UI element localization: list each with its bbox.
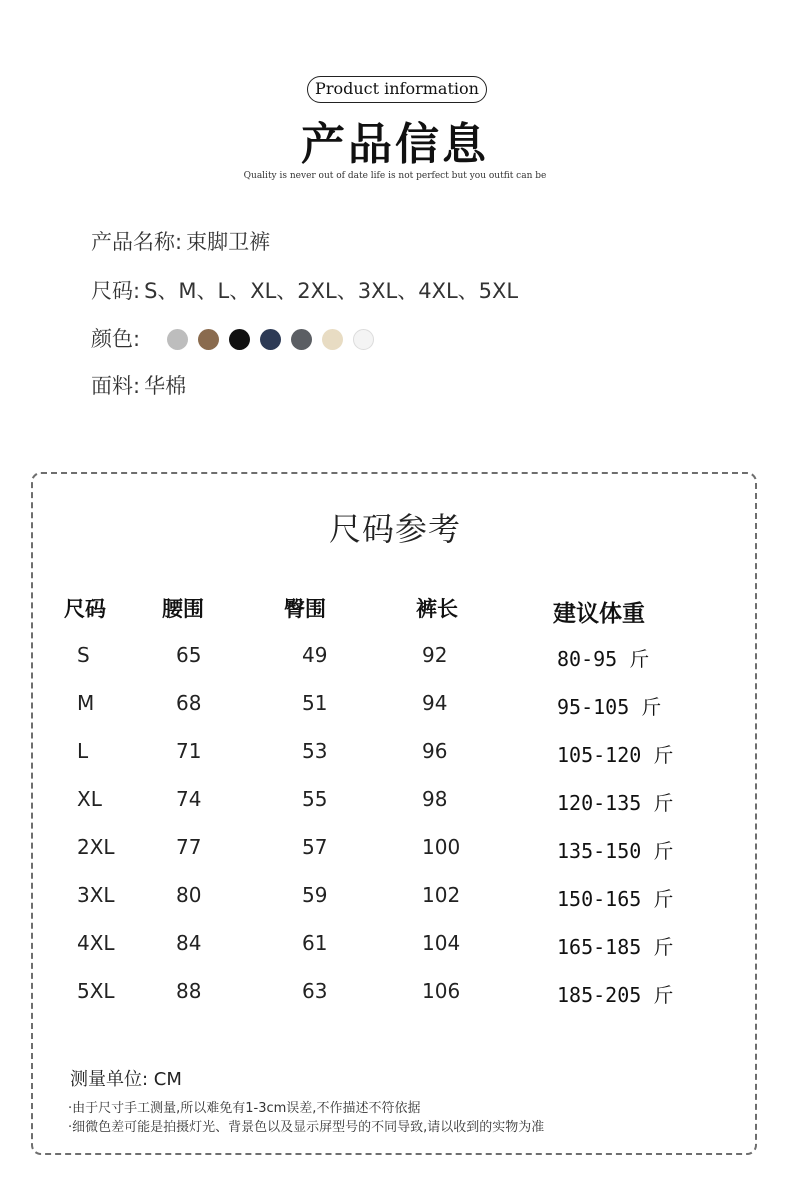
cell-weight: 150-165 斤 bbox=[557, 887, 674, 911]
fabric-line bbox=[91, 370, 186, 400]
cell-waist: 80 bbox=[176, 883, 202, 907]
cell-length: 102 bbox=[422, 883, 461, 907]
product-information-pill: Product information bbox=[307, 76, 487, 103]
cell-size: M bbox=[77, 691, 95, 715]
cell-waist: 65 bbox=[176, 643, 202, 667]
size-line bbox=[91, 275, 518, 305]
cell-waist: 77 bbox=[176, 835, 202, 859]
cell-size: 4XL bbox=[77, 931, 115, 955]
cell-length: 94 bbox=[422, 691, 448, 715]
cell-size: L bbox=[77, 739, 89, 763]
tagline: Quality is never out of date life is not perfect but you outfit can be bbox=[243, 171, 547, 181]
color-line bbox=[91, 323, 144, 353]
fabric-value: 华棉 bbox=[144, 374, 187, 398]
header-hip: 臀围 bbox=[284, 597, 326, 621]
color-swatch-brown bbox=[198, 329, 219, 350]
cell-waist: 74 bbox=[176, 787, 202, 811]
product-name-value: 束脚卫裤 bbox=[186, 230, 271, 254]
color-swatch-beige bbox=[322, 329, 343, 350]
product-name-line bbox=[91, 226, 270, 256]
cell-weight: 165-185 斤 bbox=[557, 935, 674, 959]
header-length: 裤长 bbox=[416, 597, 458, 621]
cell-weight: 95-105 斤 bbox=[557, 695, 662, 719]
cell-waist: 68 bbox=[176, 691, 202, 715]
cell-waist: 88 bbox=[176, 979, 202, 1003]
cell-hip: 57 bbox=[302, 835, 328, 859]
cell-size: 5XL bbox=[77, 979, 115, 1003]
header-waist: 腰围 bbox=[162, 597, 204, 621]
cell-weight: 185-205 斤 bbox=[557, 983, 674, 1007]
cell-length: 96 bbox=[422, 739, 448, 763]
cell-size: 2XL bbox=[77, 835, 115, 859]
note-color-difference: ·细微色差可能是拍摄灯光、背景色以及显示屏型号的不同导致,请以收到的实物为准 bbox=[68, 1120, 545, 1135]
color-label: 颜色: bbox=[91, 327, 141, 351]
color-swatch-black bbox=[229, 329, 250, 350]
cell-length: 100 bbox=[422, 835, 461, 859]
measurement-unit: 测量单位: CM bbox=[70, 1069, 182, 1090]
color-swatch-navy bbox=[260, 329, 281, 350]
cell-size: XL bbox=[77, 787, 102, 811]
page-title: 产品信息 bbox=[301, 119, 489, 170]
size-value: S、M、L、XL、2XL、3XL、4XL、5XL bbox=[144, 279, 519, 303]
cell-weight: 120-135 斤 bbox=[557, 791, 674, 815]
color-swatch-white bbox=[353, 329, 374, 350]
color-swatches bbox=[167, 329, 374, 350]
cell-length: 92 bbox=[422, 643, 448, 667]
cell-length: 98 bbox=[422, 787, 448, 811]
cell-hip: 55 bbox=[302, 787, 328, 811]
color-swatch-light-gray bbox=[167, 329, 188, 350]
cell-hip: 61 bbox=[302, 931, 328, 955]
note-measurement: ·由于尺寸手工测量,所以难免有1-3cm误差,不作描述不符依据 bbox=[68, 1101, 421, 1116]
cell-hip: 51 bbox=[302, 691, 328, 715]
size-chart-title: 尺码参考 bbox=[328, 510, 461, 548]
product-name-label: 产品名称: bbox=[91, 230, 183, 254]
cell-size: 3XL bbox=[77, 883, 115, 907]
size-label: 尺码: bbox=[91, 279, 141, 303]
cell-length: 104 bbox=[422, 931, 461, 955]
cell-length: 106 bbox=[422, 979, 461, 1003]
cell-hip: 59 bbox=[302, 883, 328, 907]
cell-hip: 49 bbox=[302, 643, 328, 667]
fabric-label: 面料: bbox=[91, 374, 141, 398]
cell-weight: 135-150 斤 bbox=[557, 839, 674, 863]
header-size: 尺码 bbox=[64, 597, 106, 621]
cell-weight: 80-95 斤 bbox=[557, 647, 650, 671]
cell-weight: 105-120 斤 bbox=[557, 743, 674, 767]
header-weight: 建议体重 bbox=[553, 601, 645, 627]
cell-hip: 53 bbox=[302, 739, 328, 763]
cell-size: S bbox=[77, 643, 90, 667]
cell-hip: 63 bbox=[302, 979, 328, 1003]
cell-waist: 71 bbox=[176, 739, 202, 763]
cell-waist: 84 bbox=[176, 931, 202, 955]
color-swatch-dark-gray bbox=[291, 329, 312, 350]
